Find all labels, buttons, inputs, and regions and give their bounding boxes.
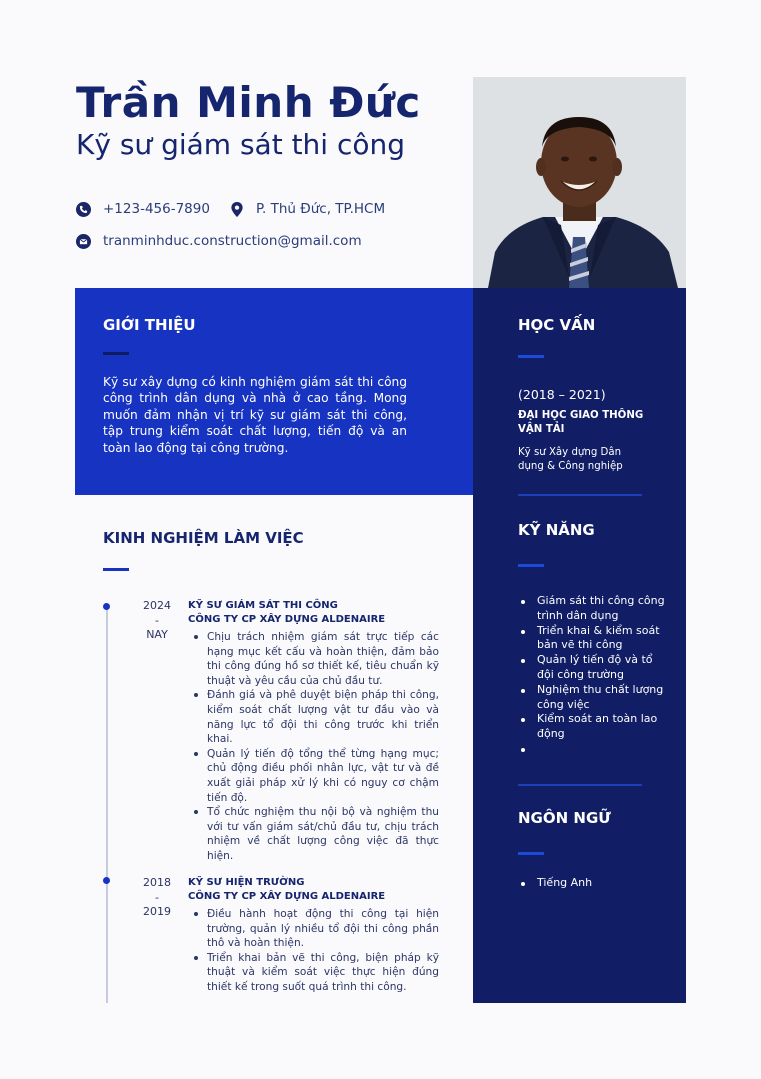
education-heading-underline — [518, 355, 544, 358]
intro-text: Kỹ sư xây dựng có kinh nghiệm giám sát thi công công trình dân dụng và nhà ở cao tầng. Mong muốn đảm nhận vị trí kỹ sư giám sát thi công, tập trung kiểm soát chất lượng, tiến độ và an toàn lao động tại công trường. — [103, 375, 407, 455]
section-divider — [518, 494, 642, 496]
experience-entry — [140, 599, 440, 869]
job-title: Kỹ sư giám sát thi công — [76, 128, 406, 161]
skills-list — [518, 594, 668, 757]
responsibility-item: Quản lý tiến độ tổng thể từng hạng mục; chủ động điều phối nhân lực, vật tư và đề xuất giải pháp xử lý khi có nguy cơ chậm tiến độ. — [188, 747, 439, 805]
skill-item: Kiểm soát an toàn lao động — [518, 712, 668, 742]
education-years: (2018 – 2021) — [518, 387, 606, 402]
date-separator: - — [155, 613, 159, 627]
job-company: CÔNG TY CP XÂY DỰNG ALDENAIRE — [188, 891, 386, 902]
responsibility-item: Tổ chức nghiệm thu nội bộ và nghiệm thu với tư vấn giám sát/chủ đầu tư, chịu trách nhiệm về chất lượng công việc đã thực hiện. — [188, 805, 439, 863]
experience-date — [140, 599, 174, 643]
education-heading: HỌC VẤN — [518, 316, 596, 334]
skill-item — [518, 742, 668, 757]
date-start: 2024 — [143, 599, 171, 612]
responsibility-item: Đánh giá và phê duyệt biện pháp thi công, kiểm soát chất lượng vật tư đầu vào và năng lực tổ đội thi công trước khi triển khai. — [188, 688, 439, 746]
job-responsibilities — [188, 630, 439, 864]
skill-item: Nghiệm thu chất lượng công việc — [518, 683, 668, 713]
languages-list — [518, 876, 668, 891]
intro-heading-underline — [103, 352, 129, 355]
responsibility-item: Điều hành hoạt động thi công tại hiện trường, quản lý nhiều tổ đội thi công phần thô và hoàn thiện. — [188, 907, 439, 951]
date-end: 2019 — [143, 905, 171, 918]
candidate-name: Trần Minh Đức — [76, 78, 421, 127]
contact-phone — [76, 201, 210, 217]
contact-email — [76, 233, 362, 249]
languages-heading: NGÔN NGỮ — [518, 809, 611, 827]
intro-heading: GIỚI THIỆU — [103, 316, 196, 334]
timeline-dot — [103, 877, 110, 884]
contact-location — [229, 201, 385, 217]
skills-heading-underline — [518, 564, 544, 567]
section-divider — [518, 784, 642, 786]
location-text: P. Thủ Đức, TP.HCM — [256, 201, 386, 217]
timeline-dot — [103, 603, 110, 610]
skill-item: Giám sát thi công công trình dân dụng — [518, 594, 668, 624]
languages-heading-underline — [518, 852, 544, 855]
experience-date — [140, 876, 174, 920]
skill-item: Triển khai & kiểm soát bản vẽ thi công — [518, 624, 668, 654]
phone-icon — [76, 202, 91, 217]
location-pin-icon — [229, 202, 244, 217]
job-company: CÔNG TY CP XÂY DỰNG ALDENAIRE — [188, 614, 386, 625]
experience-heading: KINH NGHIỆM LÀM VIỆC — [103, 529, 304, 547]
job-role: KỸ SƯ HIỆN TRƯỜNG — [188, 877, 305, 888]
experience-heading-underline — [103, 568, 129, 571]
education-major: Kỹ sư Xây dựng Dân dụng & Công nghiệp — [518, 447, 623, 472]
language-item: Tiếng Anh — [518, 876, 668, 891]
date-start: 2018 — [143, 876, 171, 889]
email-icon — [76, 234, 91, 249]
education-school: ĐẠI HỌC GIAO THÔNG VẬN TẢI — [518, 410, 644, 435]
date-end: NAY — [146, 628, 168, 641]
date-separator: - — [155, 890, 159, 904]
timeline-line — [106, 606, 108, 1003]
skill-item: Quản lý tiến độ và tổ đội công trường — [518, 653, 668, 683]
email-address: tranminhduc.construction@gmail.com — [103, 233, 362, 249]
skills-heading: KỸ NĂNG — [518, 521, 595, 539]
intro-section — [75, 288, 473, 495]
responsibility-item: Triển khai bản vẽ thi công, biện pháp kỹ thuật và kiểm soát việc thực hiện đúng thiết kế trong suốt quá trình thi công. — [188, 951, 439, 995]
job-responsibilities — [188, 907, 439, 995]
job-role: KỸ SƯ GIÁM SÁT THI CÔNG — [188, 600, 338, 611]
phone-number: +123-456-7890 — [103, 201, 210, 217]
sidebar — [473, 288, 686, 1003]
profile-photo — [473, 77, 686, 288]
experience-entry — [140, 876, 440, 1001]
responsibility-item: Chịu trách nhiệm giám sát trực tiếp các hạng mục kết cấu và hoàn thiện, đảm bảo thi công đúng hồ sơ thiết kế, tiêu chuẩn kỹ thuật và yêu cầu của chủ đầu tư. — [188, 630, 439, 688]
